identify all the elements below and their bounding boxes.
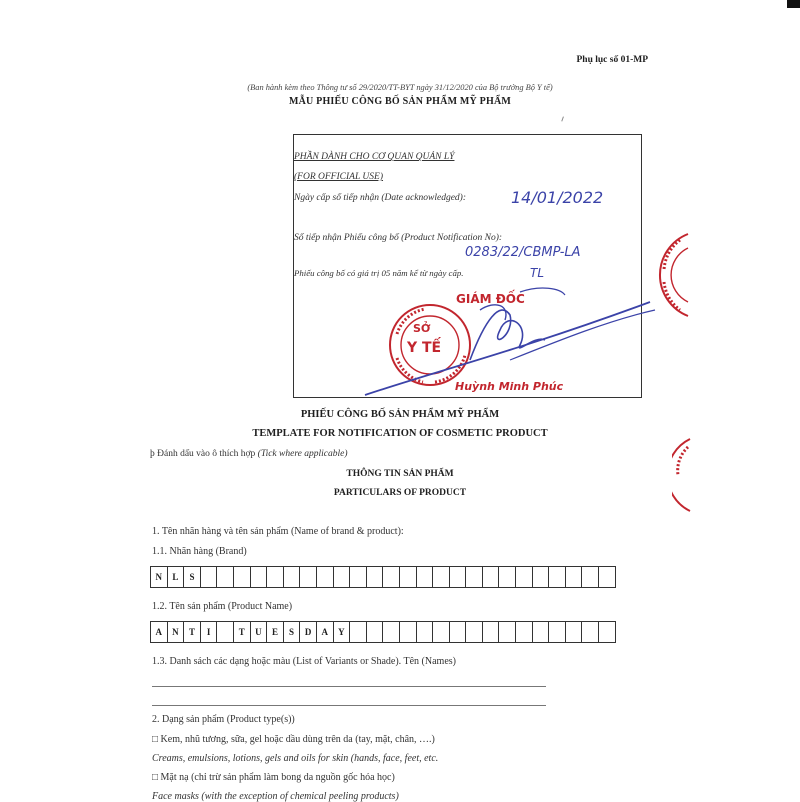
product-type-option-2: □ Mặt nạ (chỉ trừ sản phẩm làm bong da nguồn gốc hóa học) [152,772,395,783]
product-letter-cell[interactable] [400,622,417,642]
particulars-vn: THÔNG TIN SẢN PHẨM [346,469,454,479]
product-letter-cell[interactable] [466,622,483,642]
brand-letter-cell[interactable] [533,567,550,587]
product-letter-cell[interactable]: S [284,622,301,642]
product-name-cell-row [150,621,616,643]
section-1-heading: 1. Tên nhãn hàng và tên sản phẩm (Name of brand & product): [152,526,404,537]
variants-line-1 [152,686,546,687]
director-name: Huỳnh Minh Phúc [455,380,564,393]
product-letter-cell[interactable]: E [267,622,284,642]
product-letter-cell[interactable]: D [300,622,317,642]
brand-letter-cell[interactable]: S [184,567,201,587]
brand-letter-cell[interactable]: L [168,567,185,587]
brand-letter-cell[interactable] [350,567,367,587]
brand-label: 1.1. Nhãn hàng (Brand) [152,546,247,557]
product-type-option-1: □ Kem, nhũ tương, sữa, gel hoặc dầu dùng trên da (tay, mặt, chân, ….) [152,734,435,745]
brand-letter-cell[interactable] [234,567,251,587]
product-letter-cell[interactable]: A [317,622,334,642]
product-type-option-2-en: Face masks (with the exception of chemical peeling products) [152,791,399,802]
date-acknowledged-value: 14/01/2022 [511,188,604,207]
product-letter-cell[interactable] [417,622,434,642]
product-letter-cell[interactable]: T [234,622,251,642]
edge-stamp-icon [650,230,690,320]
date-acknowledged-label: Ngày cấp số tiếp nhận (Date acknowledged): [294,193,467,203]
brand-letter-cell[interactable] [483,567,500,587]
product-letter-cell[interactable] [217,622,234,642]
variants-label: 1.3. Danh sách các dạng hoặc màu (List of Variants or Shade). Tên (Names) [152,656,456,667]
product-letter-cell[interactable] [516,622,533,642]
brand-letter-cell[interactable]: N [151,567,168,587]
brand-letter-cell[interactable] [251,567,268,587]
product-letter-cell[interactable] [350,622,367,642]
product-letter-cell[interactable] [566,622,583,642]
brand-letter-cell[interactable] [499,567,516,587]
product-letter-cell[interactable] [533,622,550,642]
brand-letter-cell[interactable] [317,567,334,587]
brand-letter-cell[interactable] [367,567,384,587]
tick-note-vn: þ Đánh dấu vào ô thích hợp [150,449,256,459]
brand-letter-cell[interactable] [450,567,467,587]
product-letter-cell[interactable] [499,622,516,642]
product-letter-cell[interactable] [483,622,500,642]
brand-letter-cell[interactable] [566,567,583,587]
brand-letter-cell[interactable] [383,567,400,587]
tick-note [150,449,348,459]
issued-note: (Ban hành kèm theo Thông tư số 29/2020/TT-BYT ngày 31/12/2020 của Bộ trưởng Bộ Y tế) [247,83,553,92]
section-2-heading: 2. Dạng sản phẩm (Product type(s)) [152,714,295,725]
product-letter-cell[interactable] [582,622,599,642]
brand-letter-cell[interactable] [433,567,450,587]
stamp-line-2: Y TẾ [407,340,442,356]
product-letter-cell[interactable] [383,622,400,642]
brand-letter-cell[interactable] [599,567,616,587]
brand-letter-cell[interactable] [582,567,599,587]
title-vn: PHIẾU CÔNG BỐ SẢN PHẨM MỸ PHẨM [300,409,500,420]
product-letter-cell[interactable]: A [151,622,168,642]
title-en: TEMPLATE FOR NOTIFICATION OF COSMETIC PRODUCT [252,428,548,439]
stamp-line-1: SỞ [413,322,431,335]
notification-number-label: Số tiếp nhận Phiếu công bố (Product Notification No): [294,233,503,243]
brand-letter-cell[interactable] [466,567,483,587]
product-letter-cell[interactable]: U [251,622,268,642]
validity-note: Phiếu công bố có giá trị 05 năm kể từ ngày cấp. [294,268,464,278]
brand-letter-cell[interactable] [417,567,434,587]
brand-letter-cell[interactable] [549,567,566,587]
brand-letter-cell[interactable] [267,567,284,587]
product-letter-cell[interactable]: I [201,622,218,642]
variants-line-2 [152,705,546,706]
appendix-number: Phụ lục số 01-MP [576,55,648,65]
brand-letter-cell[interactable] [217,567,234,587]
product-letter-cell[interactable]: T [184,622,201,642]
brand-letter-cell[interactable] [334,567,351,587]
corner-mark [787,0,800,8]
validity-initials: TL [530,266,545,280]
product-letter-cell[interactable] [549,622,566,642]
brand-letter-cell[interactable] [516,567,533,587]
official-use-label: PHẦN DÀNH CHO CƠ QUAN QUẢN LÝ [294,152,455,162]
product-name-label: 1.2. Tên sản phẩm (Product Name) [152,601,293,612]
product-letter-cell[interactable] [367,622,384,642]
product-letter-cell[interactable]: N [168,622,185,642]
brand-letter-cell[interactable] [284,567,301,587]
notification-number-value: 0283/22/CBMP-LA [465,245,581,260]
product-type-option-1-en: Creams, emulsions, lotions, gels and oils for skin (hands, face, feet, etc. [152,753,439,764]
scan-mark [561,116,566,122]
product-letter-cell[interactable]: Y [334,622,351,642]
brand-letter-cell[interactable] [300,567,317,587]
official-use-label-en: (FOR OFFICIAL USE) [294,172,384,182]
product-letter-cell[interactable] [433,622,450,642]
brand-letter-cell[interactable] [400,567,417,587]
tick-note-en: (Tick where applicable) [257,449,348,459]
brand-letter-cell[interactable] [201,567,218,587]
director-title: GIÁM ĐỐC [456,292,525,306]
form-title: MẪU PHIẾU CÔNG BỐ SẢN PHẨM MỸ PHẨM [288,96,512,107]
product-letter-cell[interactable] [450,622,467,642]
particulars-en: PARTICULARS OF PRODUCT [333,488,467,498]
product-letter-cell[interactable] [599,622,616,642]
brand-cell-row [150,566,616,588]
